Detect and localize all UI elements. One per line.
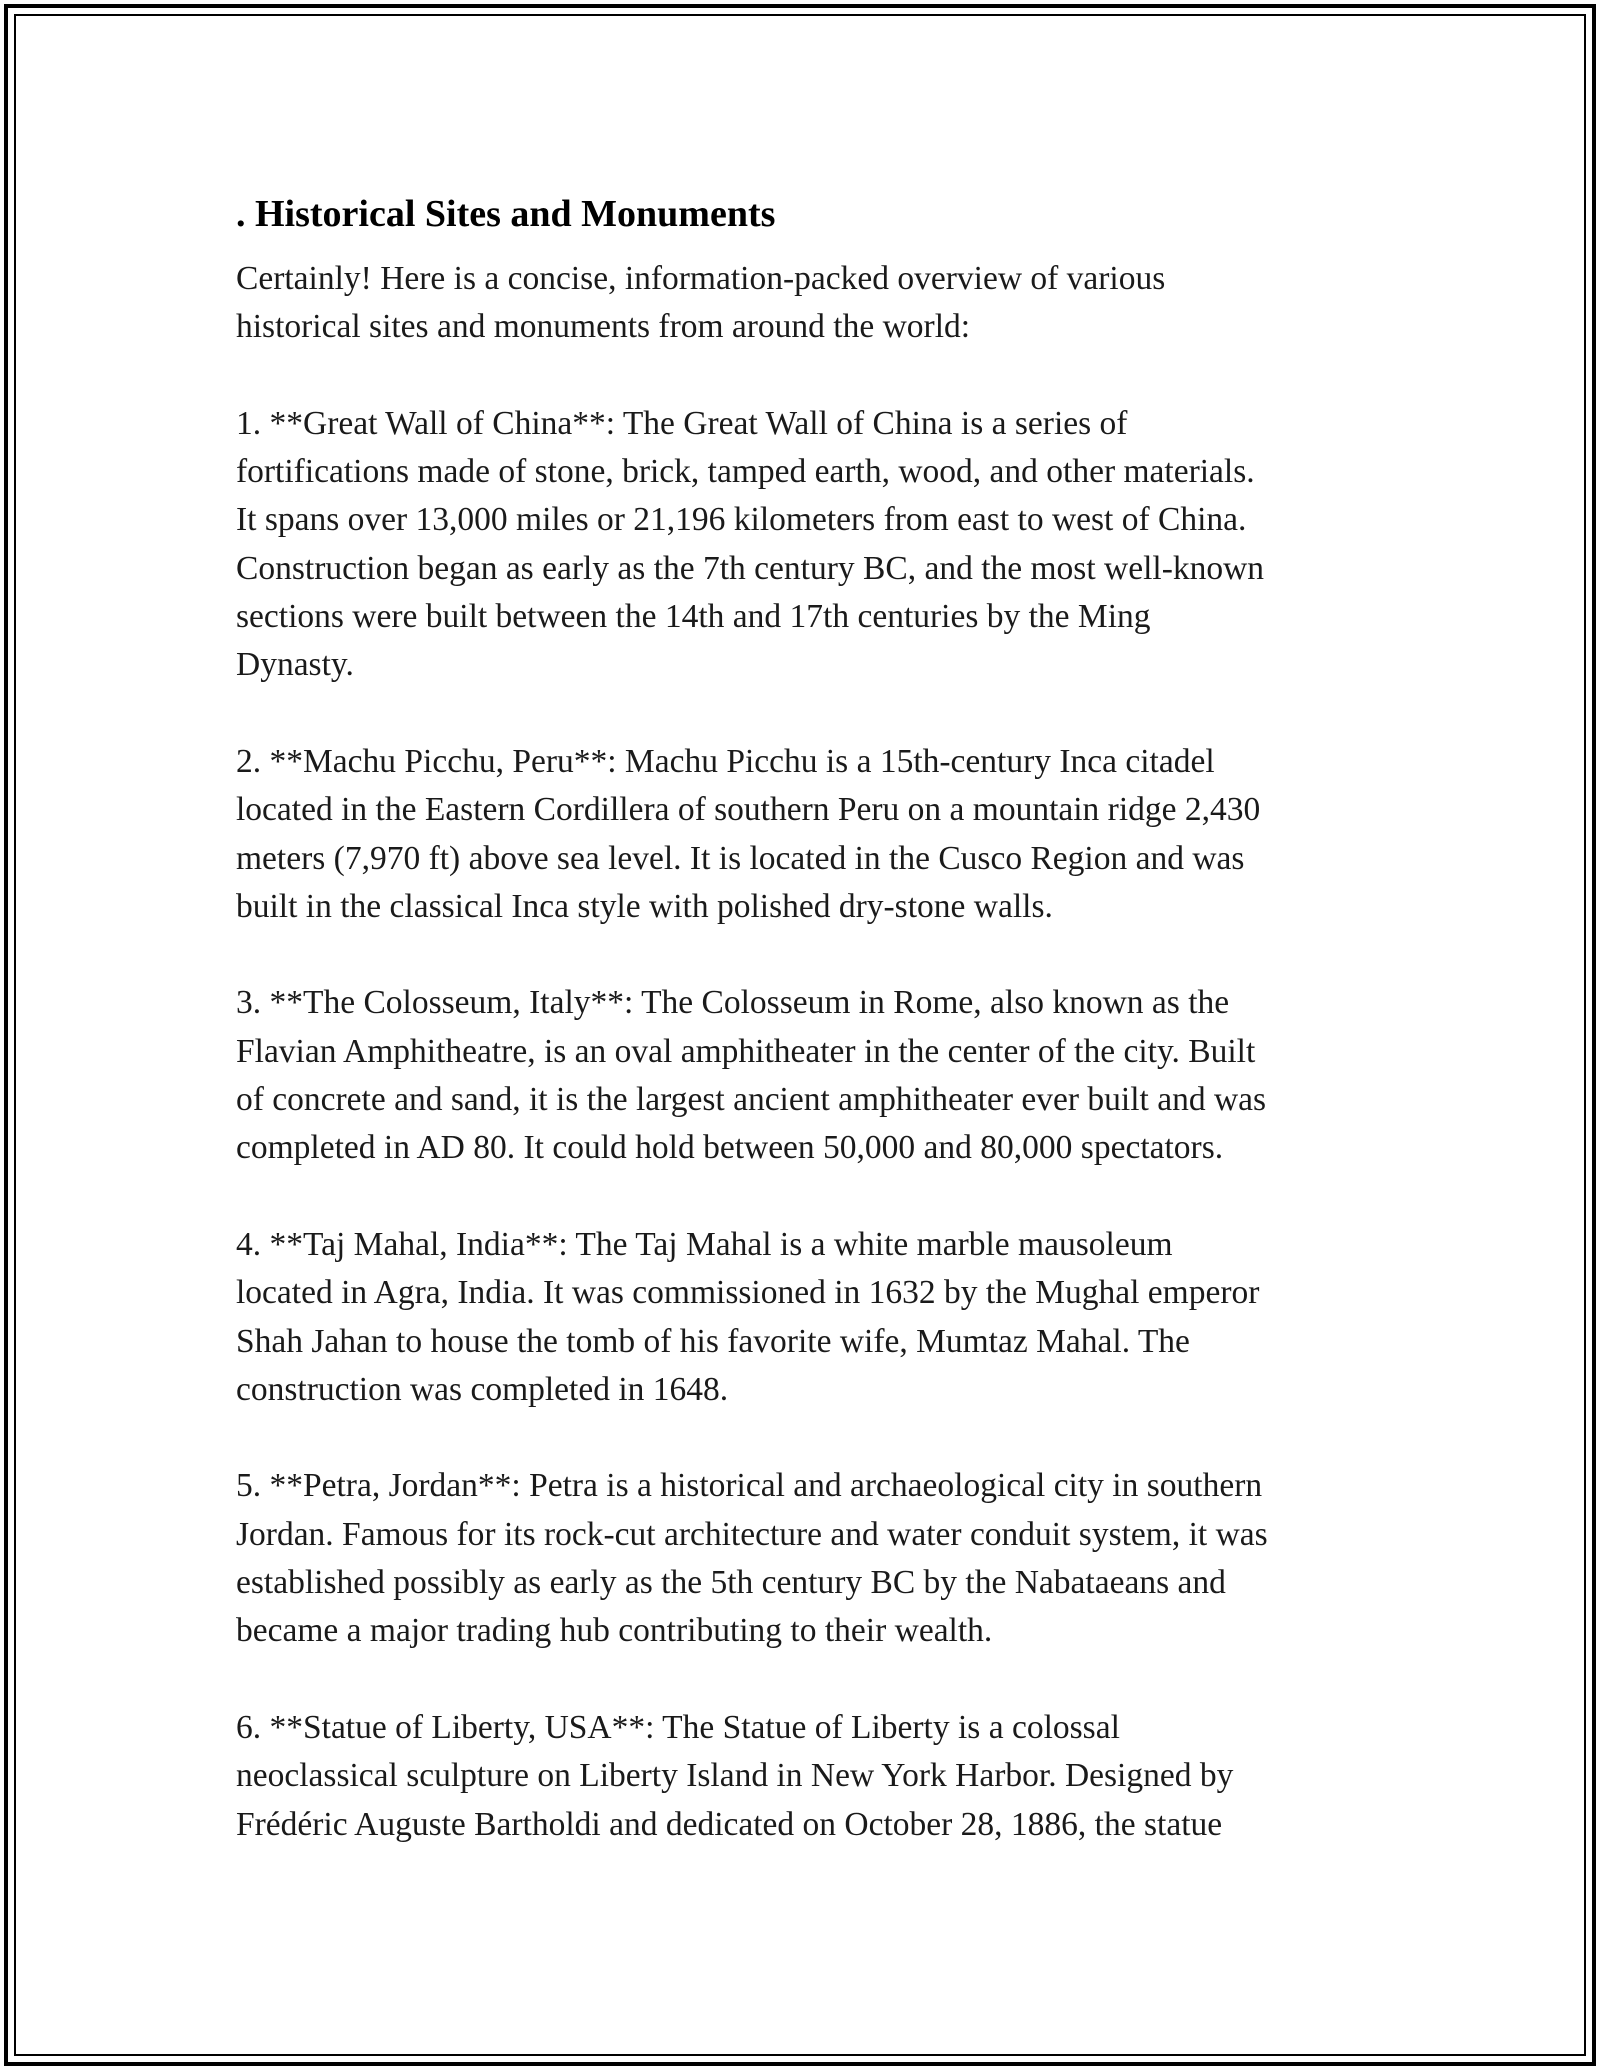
text-line: Frédéric Auguste Bartholdi and dedicated on October 28, 1886, the statue [236,1805,1223,1843]
list-item-colosseum [236,979,1386,1172]
text-line: 3. **The Colosseum, Italy**: The Colosseum in Rome, also known as the [236,984,1230,1022]
text-line: 2. **Machu Picchu, Peru**: Machu Picchu is a 15th-century Inca citadel [236,742,1215,780]
text-line: meters (7,970 ft) above sea level. It is located in the Cusco Region and was [236,839,1245,877]
text-line: Certainly! Here is a concise, information-packed overview of various [236,260,1166,297]
list-item-petra [236,1462,1386,1655]
text-line: 6. **Statue of Liberty, USA**: The Statue of Liberty is a colossal [236,1708,1120,1746]
text-line: 1. **Great Wall of China**: The Great Wall of China is a series of [236,404,1128,442]
intro-paragraph [236,255,1386,352]
text-line: of concrete and sand, it is the largest ancient amphitheater ever built and was [236,1081,1267,1119]
text-line: built in the classical Inca style with polished dry-stone walls. [236,887,1053,925]
list-item-great-wall [236,400,1386,690]
text-line: located in the Eastern Cordillera of southern Peru on a mountain ridge 2,430 [236,791,1261,829]
text-line: completed in AD 80. It could hold between 50,000 and 80,000 spectators. [236,1129,1224,1167]
text-line: 4. **Taj Mahal, India**: The Taj Mahal is a white marble mausoleum [236,1225,1173,1263]
text-line: Construction began as early as the 7th century BC, and the most well-known [236,549,1265,587]
text-line: historical sites and monuments from around the world: [236,308,971,346]
document-body [236,185,1386,1849]
text-line: neoclassical sculpture on Liberty Island in New York Harbor. Designed by [236,1757,1234,1795]
text-line: located in Agra, India. It was commissioned in 1632 by the Mughal emperor [236,1274,1260,1312]
text-line: 5. **Petra, Jordan**: Petra is a historical and archaeological city in southern [236,1467,1263,1505]
text-line: Shah Jahan to house the tomb of his favorite wife, Mumtaz Mahal. The [236,1322,1190,1360]
text-line: Dynasty. [236,646,354,684]
text-line: construction was completed in 1648. [236,1370,729,1408]
text-line: became a major trading hub contributing to their wealth. [236,1612,993,1650]
list-item-machu-picchu [236,738,1386,931]
text-line: sections were built between the 14th and 17th centuries by the Ming [236,598,1151,636]
text-line: fortifications made of stone, brick, tamped earth, wood, and other materials. [236,453,1255,491]
text-line: It spans over 13,000 miles or 21,196 kilometers from east to west of China. [236,501,1247,539]
text-line: Jordan. Famous for its rock-cut architecture and water conduit system, it was [236,1515,1268,1553]
text-line: Flavian Amphitheatre, is an oval amphitheater in the center of the city. Built [236,1032,1256,1070]
text-line: established possibly as early as the 5th century BC by the Nabataeans and [236,1564,1226,1602]
list-item-taj-mahal [236,1221,1386,1414]
list-item-statue-of-liberty [236,1704,1386,1849]
document-title: . Historical Sites and Monuments [236,193,776,235]
